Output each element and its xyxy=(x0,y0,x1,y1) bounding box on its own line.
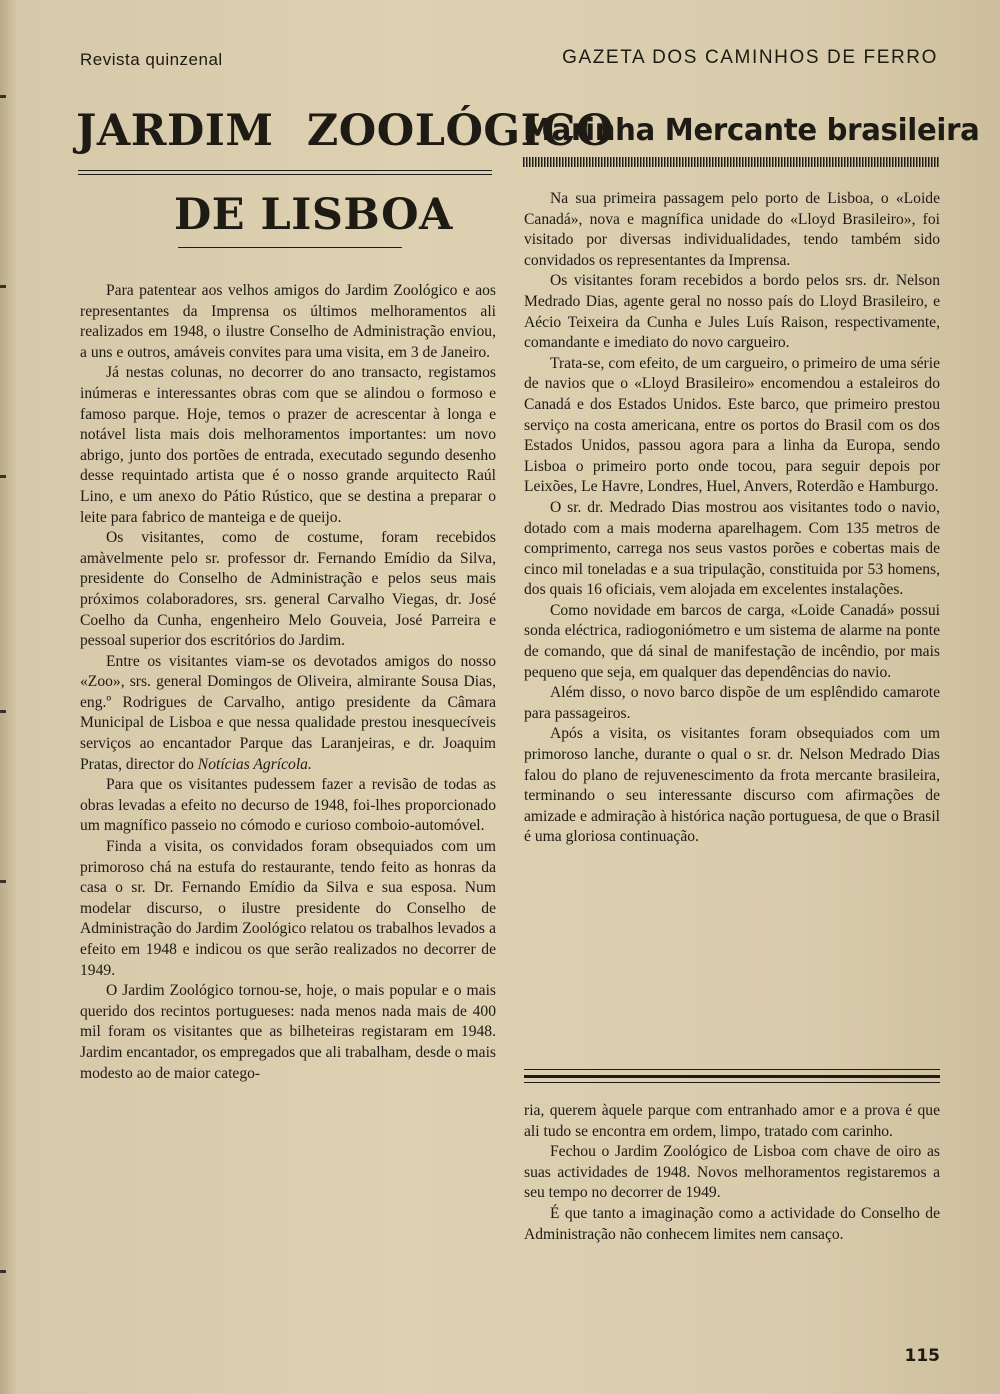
paragraph: Após a visita, os visitantes foram obsequiados com um primoroso lanche, durante o qual o sr. dr. Nelson Medrado Dias falou do plano de rejuvenescimento da frota mercante brasileira, terminando o seu interessante discurso com afirmações de amizade e admiração à histórica nação portuguesa, de que o Brasil é uma gloriosa continuação. xyxy=(524,725,940,846)
title-hatch-rule xyxy=(523,157,940,167)
paragraph: Os visitantes foram recebidos a bordo pelos srs. dr. Nelson Medrado Dias, agente geral no nosso país do Lloyd Brasileiro, e Aécio Teixeira da Cunha e Jules Luís Raison, respectivamente, comandante e imediato do novo cargueiro. xyxy=(524,272,940,352)
header-right: GAZETA DOS CAMINHOS DE FERRO xyxy=(562,47,938,68)
article-continuation xyxy=(524,1101,940,1245)
title-rule xyxy=(178,247,402,248)
paragraph: O Jardim Zoológico tornou-se, hoje, o mais popular e o mais querido dos recintos portugueses: nada menos nada mais de 400 mil foram os visitantes que as bilheteiras registaram em 1948. Jardim encantador, os empregados que ali trabalham, desde o mais modesto ao de maior catego- xyxy=(80,982,496,1082)
publication-name: Notícias Agrícola. xyxy=(197,755,312,773)
paragraph-text: Entre os visitantes viam-se os devotados amigos do nosso «Zoo», srs. general Domingos de Oliveira, almirante Sousa Dias, eng.º Rodrigues de Carvalho, antigo presidente da Câmara Municipal de Lisboa e que nessa qualidade prestou inesquecíveis serviços ao encantador Parque das Laranjeiras, e dr. Joaquim Pratas, director do xyxy=(80,652,496,773)
title-rule xyxy=(78,174,492,175)
section-divider xyxy=(524,1082,940,1083)
article-title-line2: DE LISBOA xyxy=(174,190,453,240)
paragraph: Finda a visita, os convidados foram obsequiados com um primoroso chá na estufa do restaurante, tendo feito as honras da casa o sr. Dr. Fernando Emídio da Silva e sua esposa. Num modelar discurso, o ilustre presidente do Conselho de Administração do Jardim Zoológico relatou os trabalhos levados a efeito em 1948 e indicou os que serão realizados no decorrer de 1949. xyxy=(80,838,496,979)
binding-mark xyxy=(0,95,6,98)
paragraph: Além disso, o novo barco dispõe de um esplêndido camarote para passageiros. xyxy=(524,684,940,722)
paragraph: Como novidade em barcos de carga, «Loide Canadá» possui sonda eléctrica, radiogoniómetro e um sistema de alarme na ponte de comando, que dá sinal de manifestação de incêndio, por mais pequeno que seja, em qualquer das dependências do navio. xyxy=(524,601,940,681)
paragraph xyxy=(80,652,496,776)
binding-mark xyxy=(0,1270,6,1273)
article-title-right: Marinha Mercante brasileira xyxy=(523,113,980,148)
binding-mark xyxy=(0,710,6,713)
section-divider xyxy=(524,1075,940,1078)
paragraph: Trata-se, com efeito, de um cargueiro, o primeiro de uma série de navios que o «Lloyd Brasileiro» encomendou a estaleiros do Canadá e dos Estados Unidos. Este barco, que primeiro prestou serviço na costa americana, entre os portos do Brasil com os dos Estados Unidos, passou agora para a linha da Europa, sendo Lisboa o primeiro porto onde tocou, para seguir depois por Leixões, Le Havre, Londres, Huel, Anvers, Roterdão e Hamburgo. xyxy=(524,354,940,496)
article-body-left xyxy=(80,281,496,1084)
header-left: Revista quinzenal xyxy=(80,50,223,69)
paragraph: Para patentear aos velhos amigos do Jardim Zoológico e aos representantes da Imprensa os últimos melhoramentos ali realizados em 1948, o ilustre Conselho de Administração enviou, a uns e outros, amáveis convites para uma visita, em 3 de Janeiro. xyxy=(80,282,496,361)
paragraph: Fechou o Jardim Zoológico de Lisboa com chave de oiro as suas actividades de 1948. Novos melhoramentos registaremos a seu tempo no decorrer de 1949. xyxy=(524,1143,940,1202)
paragraph: ria, querem àquele parque com entranhado amor e a prova é que ali tudo se encontra em ordem, limpo, tratado com carinho. xyxy=(524,1102,940,1140)
paragraph: É que tanto a imaginação como a actividade do Conselho de Administração não conhecem limites nem cansaço. xyxy=(524,1204,940,1243)
paragraph: Na sua primeira passagem pelo porto de Lisboa, o «Loide Canadá», nova e magnífica unidade do «Lloyd Brasileiro», foi visitado por diversas individualidades, tendo também sido convidados os representantes da Imprensa. xyxy=(524,190,940,269)
paragraph: O sr. dr. Medrado Dias mostrou aos visitantes todo o navio, dotado com a mais moderna aparelhagem. Com 135 metros de comprimento, carrega nos seus vastos porões e cobertas mais de cinco mil toneladas e a sua tripulação, constituida por 53 homens, dos quais 16 oficiais, vem alojada em excelentes instalações. xyxy=(524,498,940,599)
section-divider xyxy=(524,1069,940,1070)
page-number: 115 xyxy=(904,1346,940,1366)
paragraph: Já nestas colunas, no decorrer do ano transacto, registamos inúmeras e interessantes obras com que se alindou o formoso e famoso parque. Hoje, temos o prazer de acrescentar à longa e notável lista mais dois melhoramentos importantes: um novo abrigo, junto dos portões de entrada, executado segundo desenho desse requintado artista que é o nosso grande arquitecto Raúl Lino, e um anexo do Pátio Rústico, que se destina a preparar o leite para fabrico de manteiga e de queijo. xyxy=(80,364,496,526)
article-body-right xyxy=(524,189,940,848)
binding-mark xyxy=(0,880,6,883)
article-title-line1: JARDIM ZOOLÓGICO xyxy=(76,106,614,156)
binding-mark xyxy=(0,475,6,478)
paragraph: Os visitantes, como de costume, foram recebidos amàvelmente pelo sr. professor dr. Fernando Emídio da Silva, presidente do Conselho de Administração e pelos seus mais próximos colaboradores, srs. general Carvalho Viegas, dr. José Coelho da Cunha, engenheiro Melo Gouveia, José Parreira e pessoal superior dos escritórios do Jardim. xyxy=(80,529,496,650)
binding-mark xyxy=(0,285,6,288)
paragraph: Para que os visitantes pudessem fazer a revisão de todas as obras levadas a efeito no decurso de 1948, foi-lhes proporcionado um magnífico passeio no cómodo e curioso comboio-automóvel. xyxy=(80,776,496,835)
title-rule xyxy=(78,170,492,171)
